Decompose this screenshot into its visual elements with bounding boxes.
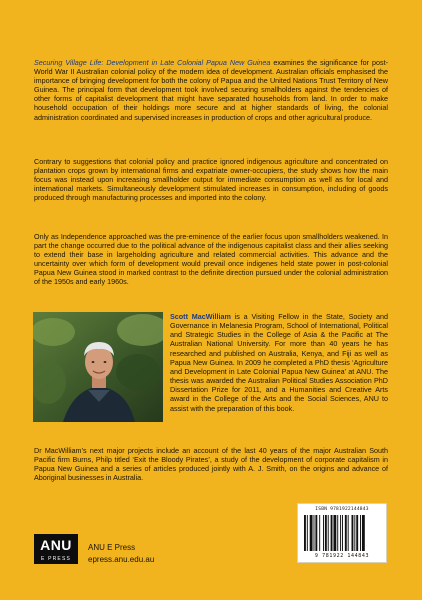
blurb-paragraph-1-text: examines the significance for post-World War II Australian colonial policy of the modern idea of development. Australian officials emphasised the importance of bringing development for both the colony of Papua and the United Nations Trust Territory of New Guinea. The principal form that development took involved securing smallholders against the tendencies of other forms of capitalist development that might have separated households from land. In order to make household occupation of their holdings more secure and at higher standards of living, the colonial administration coordinated and supervised increases in production of crops and other agricultural produce. xyxy=(34,58,388,122)
isbn-digits: 9 781922 144843 xyxy=(314,553,370,559)
author-bio xyxy=(170,312,388,413)
blurb-paragraph-3: Only as Independence approached was the pre-eminence of the earlier focus upon smallholders weakened. In part the change occurred due to the political advance of the indigenous capitalist class and their allies seeking to extend their base in largeholding agriculture and related commercial activities. This advance and the uncertainty over which form of development would prevail once indigenes held state power in post-colonial Papua New Guinea stood in marked contrast to the definite direction pursued under the colonial administration of the 1950s and early 1960s. xyxy=(34,232,388,287)
author-bio-text: is a Visiting Fellow in the State, Society and Governance in Melanesia Program, School of International, Political and Strategic Studies in the College of Asia & the Pacific at The Australian National University. For more than 40 years he has researched and published on Australia, Kenya, and Fiji as well as Papua New Guinea. In 2009 he completed a PhD thesis ‘Agriculture and Development in Late Colonial Papua New Guinea’ at ANU. The thesis was awarded the Australian Political Studies Association PhD Dissertation Prize for 2011, and a Humanities and Creative Arts award in the College of the Arts and the Social Sciences, ANU to assist with the preparation of this book. xyxy=(170,312,388,413)
publisher-url: epress.anu.edu.au xyxy=(88,555,155,564)
next-projects-paragraph: Dr MacWilliam’s next major projects include an account of the last 40 years of the major Australian South Pacific firm Burns, Philp titled ‘Exit the Bloody Pirates’, a study of the development of corporate capitalism in Papua New Guinea and a series of articles produced jointly with A. J. Smith, on the origins and advance of Aboriginal businesses in Australia. xyxy=(34,446,388,483)
book-title: Securing Village Life: Development in Late Colonial Papua New Guinea xyxy=(34,58,271,67)
author-photo xyxy=(33,312,163,422)
author-name: Scott MacWilliam xyxy=(170,312,231,321)
isbn-barcode xyxy=(297,503,387,563)
isbn-label: ISBN 9781922144843 xyxy=(315,507,369,512)
logo-text: ANU xyxy=(40,537,72,553)
blurb-paragraph-1 xyxy=(34,58,388,122)
publisher-name: ANU E Press xyxy=(88,543,136,552)
logo-subtext: E PRESS xyxy=(40,556,72,562)
barcode-bars-icon xyxy=(304,515,382,551)
anu-e-press-logo xyxy=(34,534,78,564)
blurb-paragraph-2: Contrary to suggestions that colonial policy and practice ignored indigenous agriculture and concentrated on plantation crops grown by international firms and expatriate owner-occupiers, the study shows how the main focus was instead upon increasing smallholder output for immediate consumption as well as for local and international markets. Simultaneously development stimulated increases in consumption, including of goods produced through manufacturing processes and imported into the colony. xyxy=(34,157,388,203)
